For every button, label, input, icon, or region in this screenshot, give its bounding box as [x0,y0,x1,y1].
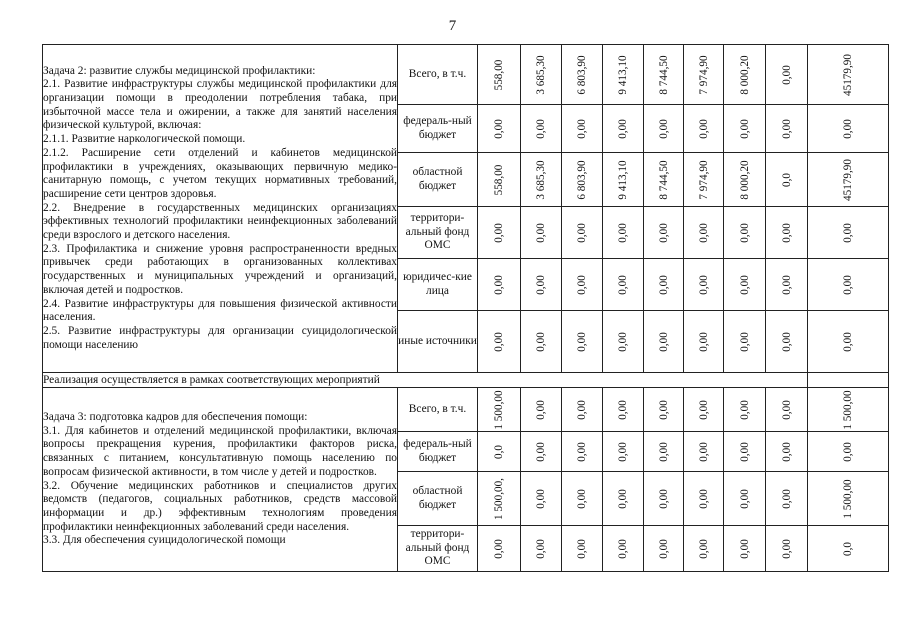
amount-value: 45179,90 [842,158,854,201]
amount-cell [478,153,521,207]
funding-source: федераль-ный бюджет [398,432,478,472]
amount-value: 1 500,00, [493,477,505,520]
amount-cell [644,259,684,311]
amount-value: 8 744,50 [657,54,670,95]
amount-cell [521,45,562,105]
amount-value: 0,00 [842,274,854,295]
amount-cell [478,259,521,311]
amount-value: 0,0 [842,541,854,556]
task-paragraph: 3.1. Для кабинетов и отделений медицинской профилактики, включая вопросы прекращения курения, профилактики факторов риска, связанных с питанием, консультативную помощь населению по вопросам физической активности, в том числе у детей и подростков. [43,424,397,478]
task-paragraph: 2.2. Внедрение в государственных медицинских организациях эффективных технологий профилактики неинфекционных заболеваний среди взрослого и детского населения. [43,201,397,242]
amount-cell [684,472,724,526]
task-paragraph: Задача 3: подготовка кадров для обеспечения помощи: [43,410,308,423]
amount-cell [478,526,521,572]
amount-value: 1 500,00 [842,389,854,430]
amount-cell [766,105,808,153]
amount-cell [562,311,603,373]
amount-value: 0,00 [780,538,793,559]
funding-source: областной бюджет [398,153,478,207]
task-paragraph: 2.4. Развитие инфраструктуры для повышения физической активности населения. [43,297,397,324]
amount-value: 8 000,20 [738,54,751,95]
amount-cell [766,388,808,432]
amount-value: 0,0 [780,172,793,187]
amount-value: 0,00 [738,441,751,462]
page-number: 7 [448,18,457,34]
amount-value: 0,00 [697,488,710,509]
amount-value: 0,00 [780,441,793,462]
amount-cell [562,472,603,526]
amount-value: 0,00 [738,118,751,139]
amount-cell [478,311,521,373]
amount-cell [562,105,603,153]
table-row [43,45,889,105]
amount-cell [724,472,766,526]
task-paragraph: 3.3. Для обеспечения суицидологической помощи [43,534,286,547]
amount-value: 0,00 [780,222,793,243]
amount-cell [724,45,766,105]
amount-cell [808,105,889,153]
amount-value: 0,00 [617,331,629,352]
task-paragraph: 2.1.2. Расширение сети отделений и кабинетов медицинской профилактики в учреждениях, оказывающих первичную медико-санитарную помощь, с учетом текущих нормативных требований, расширение сети центров здоровья. [43,146,397,200]
amount-value: 0,00 [738,399,751,420]
amount-cell [521,259,562,311]
amount-value: 0,00 [738,274,751,295]
amount-value: 558,00 [493,59,505,90]
amount-value: 0,00 [738,331,751,352]
amount-value: 0,00 [535,538,547,559]
amount-value: 0,0 [493,444,505,459]
amount-value: 1 500,00 [493,389,505,430]
amount-cell [478,207,521,259]
amount-cell [521,472,562,526]
task-paragraph: 2.1. Развитие инфраструктуры службы медицинской профилактики для организации помощи в преодолении потребления табака, при избыточной массе тела и ожирении, а также для занятий населения физической культурой, включая: [43,78,397,132]
task-paragraph: 2.1.1. Развитие наркологической помощи. [43,133,246,146]
funding-source: Всего, в т.ч. [398,388,478,432]
amount-value: 0,00 [780,331,793,352]
amount-value: 0,00 [493,274,505,295]
amount-cell [644,153,684,207]
funding-source: федераль-ный бюджет [398,105,478,153]
amount-value: 0,00 [657,331,670,352]
amount-value: 9 413,10 [617,54,629,95]
amount-cell [766,526,808,572]
amount-value: 0,00 [617,488,629,509]
amount-value: 0,00 [657,222,670,243]
amount-cell [603,432,644,472]
amount-cell [808,388,889,432]
task-paragraph: 2.5. Развитие инфраструктуры для организации суицидологической помощи населению [43,324,397,351]
amount-value: 7 974,90 [697,54,710,95]
amount-value: 0,00 [657,488,670,509]
amount-cell [724,388,766,432]
amount-cell [684,259,724,311]
amount-cell [521,388,562,432]
amount-value: 0,00 [617,399,629,420]
amount-value: 0,00 [738,488,751,509]
amount-cell [603,207,644,259]
amount-value: 0,00 [780,488,793,509]
amount-value: 0,00 [657,399,670,420]
amount-cell [684,311,724,373]
amount-value: 0,00 [697,441,710,462]
amount-cell [603,259,644,311]
amount-value: 0,00 [535,441,547,462]
amount-cell [478,388,521,432]
amount-cell [724,105,766,153]
amount-value: 0,00 [697,331,710,352]
amount-cell [521,432,562,472]
amount-value: 6 803,90 [576,159,588,200]
amount-cell [521,311,562,373]
amount-value: 0,00 [535,222,547,243]
amount-cell [766,311,808,373]
amount-value: 8 000,20 [738,159,751,200]
amount-value: 6 803,90 [576,54,588,95]
amount-cell [521,105,562,153]
amount-value: 7 974,90 [697,159,710,200]
amount-cell [808,472,889,526]
amount-value: 0,00 [697,399,710,420]
amount-value: 0,00 [576,222,588,243]
amount-cell [603,472,644,526]
amount-value: 0,00 [697,274,710,295]
amount-value: 0,00 [738,222,751,243]
amount-value: 0,00 [617,222,629,243]
amount-cell [644,45,684,105]
amount-value: 0,00 [535,118,547,139]
amount-value: 0,00 [576,331,588,352]
amount-value: 0,00 [576,118,588,139]
amount-cell [684,388,724,432]
amount-value: 0,00 [697,222,710,243]
amount-value: 0,00 [617,441,629,462]
amount-cell [766,153,808,207]
amount-cell [562,207,603,259]
amount-cell [478,432,521,472]
amount-value: 0,00 [780,118,793,139]
amount-cell [766,45,808,105]
amount-value: 0,00 [617,274,629,295]
amount-cell [603,311,644,373]
amount-value: 0,00 [576,399,588,420]
amount-value: 3 685,30 [535,159,547,200]
amount-cell [521,207,562,259]
amount-cell [808,526,889,572]
amount-cell [478,105,521,153]
amount-value: 0,00 [576,538,588,559]
amount-cell [684,45,724,105]
funding-source: территори-альный фонд ОМС [398,207,478,259]
amount-cell [478,45,521,105]
amount-value: 558,00 [493,164,505,195]
amount-cell [684,207,724,259]
amount-value: 9 413,10 [617,159,629,200]
amount-value: 0,00 [493,118,505,139]
amount-cell [808,45,889,105]
task-paragraph: Задача 2: развитие службы медицинской профилактики: [43,64,316,77]
amount-value: 0,00 [657,538,670,559]
amount-value: 0,00 [697,118,710,139]
amount-cell [684,526,724,572]
task-paragraph: 2.3. Профилактика и снижение уровня распространенности вредных привычек среди работающих в организованных коллективах государственных и муниципальных учреждений и организаций, включая детей и подростков. [43,242,397,296]
task-paragraph: 3.2. Обучение медицинских работников и специалистов других ведомств (педагогов, социальных работников, средств массовой информации и др.) эффективным технологиям проведения профилактики неинфекционных заболеваний среди населения. [43,479,397,533]
funding-source: территори-альный фонд ОМС [398,526,478,572]
amount-value: 0,00 [535,274,547,295]
amount-cell [724,526,766,572]
amount-cell [644,388,684,432]
amount-cell [562,526,603,572]
amount-value: 1 500,00 [842,478,854,519]
amount-value: 0,00 [780,64,793,85]
amount-value: 0,00 [842,118,854,139]
amount-value: 0,00 [535,331,547,352]
amount-value: 0,00 [576,441,588,462]
amount-cell [724,432,766,472]
amount-value: 0,00 [617,118,629,139]
amount-cell [521,526,562,572]
amount-cell [603,153,644,207]
amount-value: 0,00 [780,399,793,420]
amount-cell [562,432,603,472]
amount-value: 0,00 [842,222,854,243]
amount-cell [562,388,603,432]
amount-value: 0,00 [493,222,505,243]
funding-source: Всего, в т.ч. [398,45,478,105]
amount-value: 0,00 [657,118,670,139]
amount-cell [644,526,684,572]
amount-cell [766,259,808,311]
amount-cell [644,432,684,472]
table-row [43,388,889,432]
amount-cell [644,311,684,373]
amount-cell [724,311,766,373]
amount-cell [603,45,644,105]
amount-value: 0,00 [576,274,588,295]
amount-cell [562,153,603,207]
task-2-description [43,45,398,373]
amount-value: 0,00 [657,441,670,462]
amount-value: 0,00 [697,538,710,559]
amount-value: 0,00 [576,488,588,509]
amount-value: 45179,90 [842,53,854,96]
amount-cell [478,472,521,526]
amount-cell [808,259,889,311]
amount-value: 0,00 [657,274,670,295]
amount-cell [724,259,766,311]
amount-value: 0,00 [535,488,547,509]
task-3-description [43,388,398,572]
amount-cell [562,45,603,105]
amount-cell [766,472,808,526]
amount-value: 0,00 [842,331,854,352]
amount-cell [808,311,889,373]
amount-cell [562,259,603,311]
amount-cell [724,153,766,207]
amount-value: 0,00 [842,441,854,462]
amount-cell [684,432,724,472]
amount-value: 0,00 [780,274,793,295]
amount-value: 0,00 [738,538,751,559]
amount-value: 8 744,50 [657,159,670,200]
amount-cell [644,105,684,153]
note-text: Реализация осуществляется в рамках соответствующих мероприятий [43,373,808,388]
amount-cell [603,105,644,153]
amount-value: 0,00 [617,538,629,559]
amount-cell [766,207,808,259]
note-empty-cell [808,373,889,388]
amount-cell [644,472,684,526]
funding-source: областной бюджет [398,472,478,526]
amount-value: 0,00 [535,399,547,420]
amount-cell [603,526,644,572]
amount-cell [684,153,724,207]
funding-source: иные источники [398,311,478,373]
amount-cell [644,207,684,259]
amount-cell [684,105,724,153]
amount-value: 3 685,30 [535,54,547,95]
amount-cell [766,432,808,472]
amount-cell [808,207,889,259]
amount-cell [724,207,766,259]
amount-cell [603,388,644,432]
amount-cell [808,432,889,472]
budget-table [42,44,889,572]
note-row [43,373,889,388]
amount-value: 0,00 [493,331,505,352]
amount-cell [808,153,889,207]
funding-source: юридичес-кие лица [398,259,478,311]
amount-value: 0,00 [493,538,505,559]
amount-cell [521,153,562,207]
